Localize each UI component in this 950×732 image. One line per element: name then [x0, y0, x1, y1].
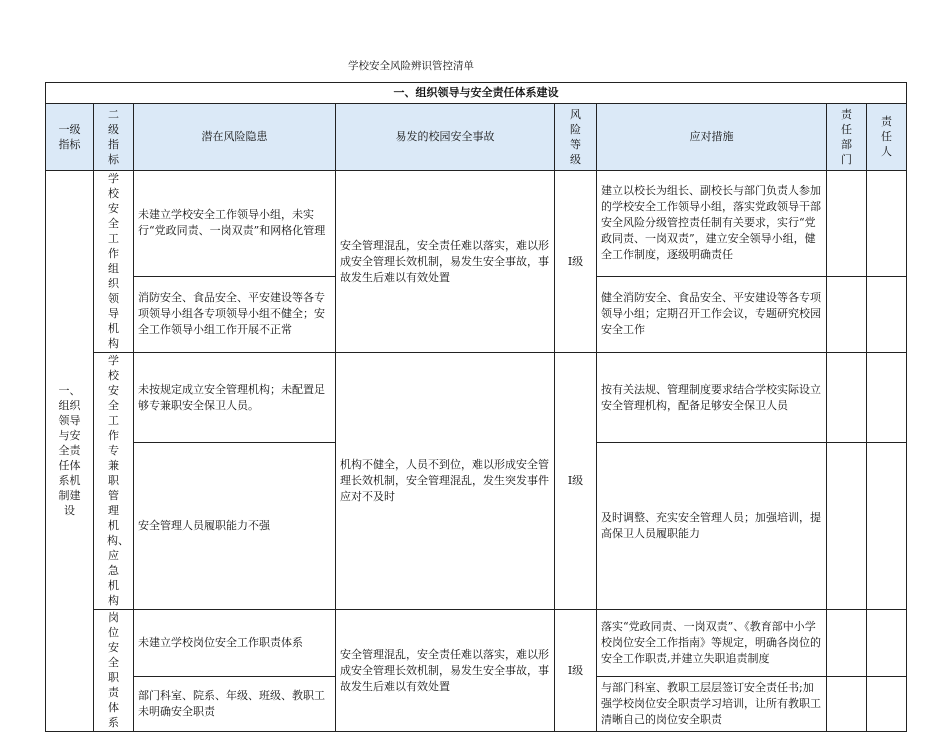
dept-cell [827, 610, 867, 677]
measure-cell: 按有关法规、管理制度要求结合学校实际设立安全管理机构，配备足够安全保卫人员 [597, 353, 827, 443]
hazard-cell: 部门科室、院系、年级、班级、教职工未明确安全职责 [134, 677, 336, 732]
hazard-cell: 未建立学校岗位安全工作职责体系 [134, 610, 336, 677]
hazard-cell: 未建立学校安全工作领导小组，未实行“党政同责、一岗双责”和网格化管理 [134, 171, 336, 277]
table-row [46, 171, 907, 277]
level2-indicator: 岗位安全职责体系 [94, 610, 134, 732]
table-row [46, 610, 907, 677]
measure-cell: 健全消防安全、食品安全、平安建设等各专项领导小组；定期召开工作会议，专题研究校园安全工作 [597, 276, 827, 352]
incident-cell: 机构不健全，人员不到位，难以形成安全管理长效机制，安全管理混乱，发生突发事件应对不及时 [336, 353, 555, 610]
header-person: 责任人 [867, 104, 907, 171]
header-row [46, 104, 907, 171]
dept-cell [827, 276, 867, 352]
person-cell [867, 677, 907, 732]
person-cell [867, 171, 907, 277]
measure-cell: 落实“党政同责、一岗双责”、《教育部中小学校岗位安全工作指南》等规定，明确各岗位的安全工作职责,并建立失职追责制度 [597, 610, 827, 677]
incident-cell: 安全管理混乱，安全责任难以落实，难以形成安全管理长效机制，易发生安全事故，事故发生后难以有效处置 [336, 610, 555, 732]
level1-indicator: 一、组织领导与安全责任体系机制建设 [46, 171, 94, 732]
header-hazard: 潜在风险隐患 [134, 104, 336, 171]
dept-cell [827, 443, 867, 610]
person-cell [867, 610, 907, 677]
header-level2: 二级指标 [94, 104, 134, 171]
risk-level-cell: I级 [555, 171, 597, 353]
measure-cell: 建立以校长为组长、副校长与部门负责人参加的学校安全工作领导小组，落实党政领导干部安全风险分级管控责任制有关要求，实行“党政同责、一岗双责”，建立安全领导小组，健全工作制度，逐级明确责任 [597, 171, 827, 277]
hazard-cell: 未按规定成立安全管理机构；未配置足够专兼职安全保卫人员。 [134, 353, 336, 443]
dept-cell [827, 353, 867, 443]
hazard-cell: 安全管理人员履职能力不强 [134, 443, 336, 610]
person-cell [867, 443, 907, 610]
section-title: 一、组织领导与安全责任体系建设 [46, 83, 907, 104]
risk-table [45, 82, 907, 732]
document-title: 学校安全风险辨识管控清单 [348, 60, 474, 72]
header-dept: 责任部门 [827, 104, 867, 171]
level2-indicator: 学校安全工作组织领导机构 [94, 171, 134, 353]
header-incident: 易发的校园安全事故 [336, 104, 555, 171]
incident-cell: 安全管理混乱，安全责任难以落实，难以形成安全管理长效机制，易发生安全事故，事故发生后难以有效处置 [336, 171, 555, 353]
header-risk-level: 风险等级 [555, 104, 597, 171]
measure-cell: 及时调整、充实安全管理人员；加强培训，提高保卫人员履职能力 [597, 443, 827, 610]
measure-cell: 与部门科室、教职工层层签订安全责任书;加强学校岗位安全职责学习培训，让所有教职工清晰自己的岗位安全职责 [597, 677, 827, 732]
level2-indicator: 学校安全工作专兼职管理机构、应急机构 [94, 353, 134, 610]
dept-cell [827, 171, 867, 277]
risk-level-cell: I级 [555, 353, 597, 610]
person-cell [867, 353, 907, 443]
risk-level-cell: I级 [555, 610, 597, 732]
hazard-cell: 消防安全、食品安全、平安建设等各专项领导小组各专项领导小组不健全；安全工作领导小组工作开展不正常 [134, 276, 336, 352]
person-cell [867, 276, 907, 352]
table-row [46, 353, 907, 443]
dept-cell [827, 677, 867, 732]
header-measures: 应对措施 [597, 104, 827, 171]
header-level1: 一级指标 [46, 104, 94, 171]
